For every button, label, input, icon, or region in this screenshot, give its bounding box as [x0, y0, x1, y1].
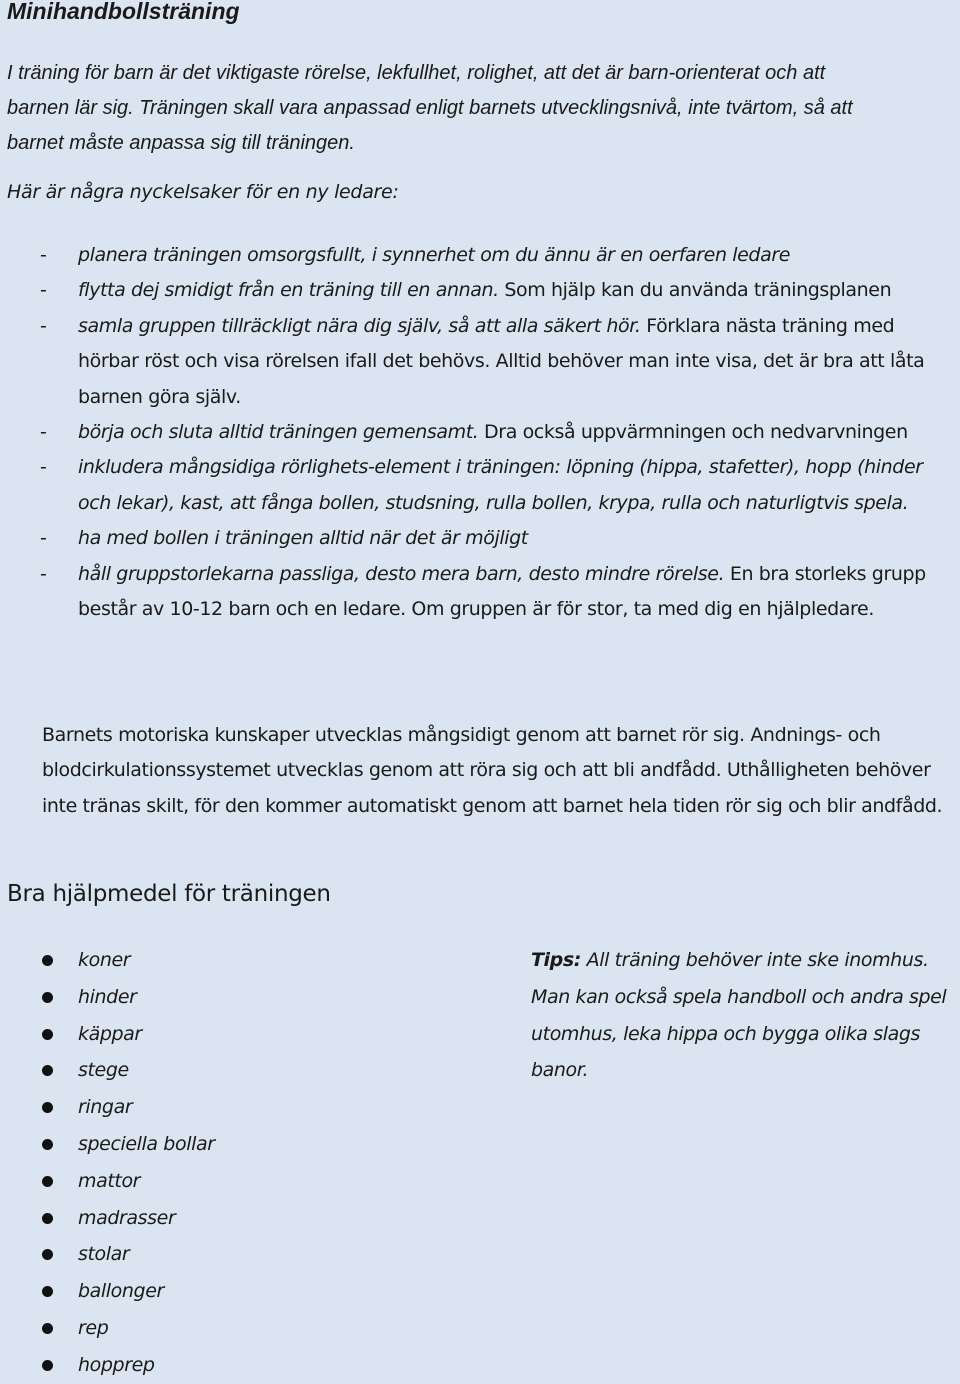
aids-heading: Bra hjälpmedel för träningen: [7, 881, 331, 907]
aids-list: [0, 942, 215, 1384]
bullet-icon: [42, 1323, 53, 1334]
dash-marker: -: [40, 527, 47, 550]
key-point-item: [0, 557, 960, 628]
key-point-item: [0, 521, 960, 556]
bullet-icon: [42, 1176, 53, 1187]
aid-item: [0, 1126, 215, 1163]
key-point-item: [0, 415, 960, 450]
intro-line: I träning för barn är det viktigaste rörelse, lekfullhet, rolighet, att det är barn-orienterat och att: [7, 62, 826, 84]
aid-label: mattor: [78, 1169, 141, 1192]
dash-marker: -: [40, 456, 47, 479]
bullet-icon: [42, 1213, 53, 1224]
key-point-text: flytta dej smidigt från en träning till en annan.: [78, 279, 499, 302]
aid-label: ballonger: [78, 1280, 164, 1303]
dash-marker: -: [40, 314, 47, 337]
intro-line: barnen lär sig. Träningen skall vara anpassad enligt barnets utvecklingsnivå, inte tvärtom, så att: [7, 97, 853, 119]
key-point-text: ha med bollen i träningen alltid när det är möjligt: [78, 527, 528, 550]
aid-item: [0, 1200, 215, 1237]
bullet-icon: [42, 1249, 53, 1260]
aid-label: stege: [78, 1059, 129, 1082]
bullet-icon: [42, 1102, 53, 1113]
aid-item: [0, 1089, 215, 1126]
key-point-item: [0, 273, 960, 308]
aid-label: koner: [78, 949, 131, 971]
tips-text: All träning behöver inte ske inomhus. Man kan också spela handboll och andra spel utomhus, leka hippa och bygga olika slags banor.: [531, 949, 947, 1082]
aid-label: hinder: [78, 985, 137, 1008]
aid-item: [0, 1016, 215, 1053]
aid-label: rep: [78, 1316, 109, 1339]
key-point-note: En bra storleks grupp består av 10-12 barn och en ledare. Om gruppen är för stor, ta med dig en hjälpledare.: [78, 562, 926, 621]
key-point-note: Förklara nästa träning med hörbar röst och visa rörelsen ifall det behövs. Alltid behöver man inte visa, det är bra att låta barnen göra själv.: [78, 314, 925, 408]
aid-label: hopprep: [78, 1353, 155, 1376]
key-point-note: Dra också uppvärmningen och nedvarvningen: [478, 421, 908, 444]
key-point-text: samla gruppen tillräckligt nära dig själv, så att alla säkert hör.: [78, 314, 641, 337]
aid-item: [0, 1310, 215, 1347]
aid-label: ringar: [78, 1096, 133, 1119]
key-point-item: [0, 309, 960, 415]
key-point-text: planera träningen omsorgsfullt, i synnerhet om du ännu är en oerfaren ledare: [78, 244, 791, 266]
bullet-icon: [42, 992, 53, 1003]
bullet-icon: [42, 955, 53, 966]
aid-label: madrasser: [78, 1206, 176, 1229]
key-points-lead: Här är några nyckelsaker för en ny ledare:: [7, 181, 399, 203]
aid-item: [0, 979, 215, 1016]
dash-marker: -: [40, 279, 47, 302]
aid-label: stolar: [78, 1243, 130, 1266]
bullet-icon: [42, 1139, 53, 1150]
aid-item: [0, 1273, 215, 1310]
dash-marker: -: [40, 421, 47, 444]
aid-item: [0, 1347, 215, 1384]
aid-item: [0, 942, 215, 979]
bullet-icon: [42, 1029, 53, 1040]
intro-paragraph: [7, 56, 957, 161]
key-point-item: [0, 238, 960, 273]
tips-box: [531, 942, 956, 1089]
dash-marker: -: [40, 562, 47, 585]
motor-skills-paragraph: Barnets motoriska kunskaper utvecklas mångsidigt genom att barnet rör sig. Andnings- och blodcirkulationssystemet utvecklas genom att röra sig och att bli andfådd. Uthålligheten behöver inte tränas skilt, för den kommer automatiskt genom att barnet hela tiden rör sig och blir andfådd.: [42, 724, 943, 817]
key-point-text: inkludera mångsidiga rörlighets-element i träningen: löpning (hippa, stafetter), hopp (hinder och lekar), kast, att fånga bollen, studsning, rulla bollen, krypa, rulla och naturligtvis spela.: [78, 456, 923, 514]
aid-item: [0, 1236, 215, 1273]
tips-label: Tips:: [531, 949, 581, 971]
key-point-item: [0, 450, 960, 521]
key-point-text: håll gruppstorlekarna passliga, desto mera barn, desto mindre rörelse.: [78, 562, 725, 585]
page-title: Minihandbollsträning: [7, 0, 240, 24]
bullet-icon: [42, 1286, 53, 1297]
intro-line: barnet måste anpassa sig till träningen.: [7, 132, 355, 154]
key-point-text: börja och sluta alltid träningen gemensamt.: [78, 421, 479, 444]
key-point-note: Som hjälp kan du använda träningsplanen: [498, 279, 892, 302]
aid-label: speciella bollar: [78, 1132, 215, 1155]
bullet-icon: [42, 1360, 53, 1371]
aid-item: [0, 1052, 215, 1089]
aid-item: [0, 1163, 215, 1200]
key-points-list: [0, 238, 960, 627]
dash-marker: -: [40, 244, 47, 266]
aid-label: käppar: [78, 1022, 142, 1045]
bullet-icon: [42, 1065, 53, 1076]
